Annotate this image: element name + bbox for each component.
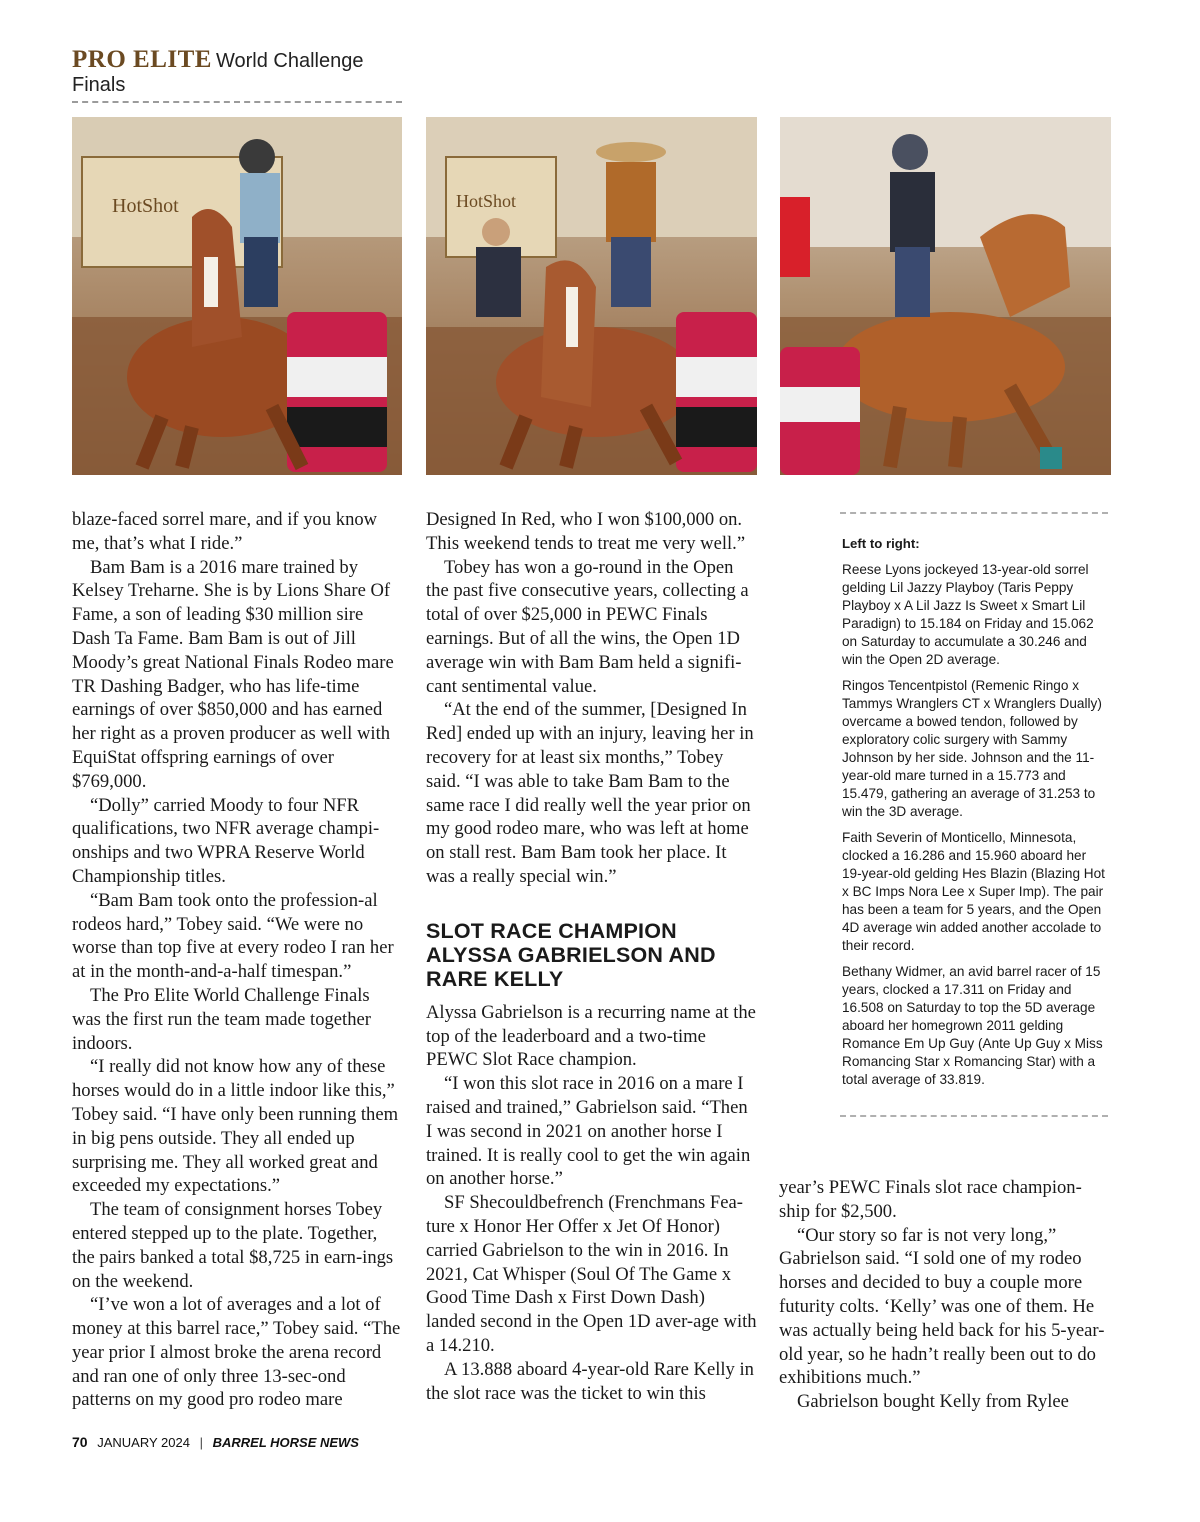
header-divider — [72, 101, 402, 103]
heading-line: RARE KELLY — [426, 966, 564, 991]
photo-rider-1 — [72, 117, 402, 475]
paragraph: SF Shecouldbefrench (Frenchmans Fea-ture x Honor Her Offer x Jet Of Honor) carried Gabrielson to the win in 2016. In 2021, Cat Whisper (Soul Of The Game x Good Time Dash x First Down Dash) landed second in the Open 1D aver-age with a 14.210. — [426, 1192, 757, 1356]
article-column-2 — [426, 508, 757, 1405]
paragraph: “I’ve won a lot of averages and a lot of money at this barrel race,” Tobey said. “The year prior I almost broke the arena record and ran one of only three 13-sec-ond patterns on my good pro rodeo mare — [72, 1294, 401, 1411]
paragraph: Alyssa Gabrielson is a recurring name at the top of the leaderboard and a two-time PEWC Slot Race champion. — [426, 1001, 756, 1071]
paragraph: blaze-faced sorrel mare, and if you know me, that’s what I ride.” — [72, 509, 378, 554]
paragraph: Bam Bam is a 2016 mare trained by Kelsey Treharne. She is by Lions Share Of Fame, a son of leading $30 million sire Dash Ta Fame. Bam Bam is out of Jill Moody’s great National Finals Rodeo mare TR Dashing Badger, who has life-time earnings of over $850,000 and has earned her right as a proven producer as well with EquiStat offspring earnings of over $769,000. — [72, 556, 394, 792]
paragraph: The team of consignment horses Tobey entered stepped up to the plate. Together, the pairs banked a total $8,725 in earn-ings on the weekend. — [72, 1199, 394, 1292]
svg-text:HotShot: HotShot — [456, 191, 517, 211]
caption-text: Reese Lyons jockeyed 13-year-old sorrel gelding Lil Jazzy Playboy (Taris Peppy Playboy x A Lil Jazz Is Sweet x Smart Lil Paradign) to 15.184 on Friday and 15.062 on Saturday to accumulate a 30.246 and win the Open 2D average. — [842, 562, 1094, 667]
heading-line: ALYSSA GABRIELSON AND — [426, 942, 716, 967]
heading-line: SLOT RACE CHAMPION — [426, 918, 677, 943]
paragraph: A 13.888 aboard 4-year-old Rare Kelly in the slot race was the ticket to win this — [426, 1358, 754, 1404]
caption-title: Left to right: — [842, 536, 920, 551]
page-header — [72, 46, 402, 103]
paragraph: “Our story so far is not very long,” Gabrielson said. “I sold one of my rodeo horses and decided to buy a couple more futurity colts. ‘Kelly’ was one of them. He was actually being held back for his 5-year-old year, so he hadn’t really been out to do exhibitions much.” — [779, 1224, 1105, 1389]
page-footer — [72, 1434, 359, 1450]
caption-text: Ringos Tencentpistol (Remenic Ringo x Tammys Wranglers CT x Wranglers Dually) overcame a bowed tendon, followed by exploratory colic surgery with Sammy Johnson by her side. Johnson and the 11-year-old mare turned in a 15.773 and 15.479, gathering an average of 31.253 to win the 3D average. — [842, 678, 1102, 819]
issue-date: JANUARY 2024 — [97, 1435, 190, 1450]
photo-caption-box — [840, 512, 1110, 1117]
paragraph: The Pro Elite World Challenge Finals was the first run the team made together indoors. — [72, 984, 371, 1054]
svg-text:HotShot: HotShot — [112, 195, 179, 217]
paragraph: Gabrielson bought Kelly from Rylee — [797, 1391, 1069, 1413]
paragraph: “I really did not know how any of these horses would do in a little indoor like this,” Tobey said. “I have only been running them in big pens outside. They all ended up surprising me. They all worked great and exceeded my expectations.” — [72, 1056, 399, 1197]
paragraph: “Bam Bam took onto the profession-al rodeos hard,” Tobey said. “We were no worse than top five at every rodeo I ran her at in the month-and-a-half timespan.” — [72, 889, 394, 983]
barrel-racing-photo-3 — [780, 117, 1111, 475]
article-column-3 — [779, 1176, 1110, 1414]
footer-divider: | — [199, 1435, 203, 1450]
paragraph: Tobey has won a go-round in the Open the past five consecutive years, collecting a total of over $25,000 in PEWC Finals earnings. But of all the wins, the Open 1D average win with Bam Bam held a signifi-cant sentimental value. — [426, 556, 749, 697]
section-heading — [426, 919, 757, 991]
paragraph: Designed In Red, who I won $100,000 on. This weekend tends to treat me very well.” — [426, 509, 746, 554]
section-title: World Challenge Finals — [72, 50, 364, 96]
barrel-racing-photo-2 — [426, 117, 757, 475]
photo-rider-2 — [426, 117, 757, 475]
barrel-racing-photo-1 — [72, 117, 402, 475]
section-brand: PRO ELITE — [72, 46, 212, 73]
article-column-1 — [72, 508, 402, 1412]
paragraph: “Dolly” carried Moody to four NFR qualifications, two NFR average champi-onships and two WPRA Reserve World Championship titles. — [72, 794, 380, 887]
caption-bottom-divider — [840, 1115, 1108, 1117]
magazine-name: BARREL HORSE NEWS — [212, 1435, 359, 1450]
caption-text: Bethany Widmer, an avid barrel racer of 15 years, clocked a 17.311 on Friday and 16.508 on Saturday to top the 5D average aboard her homegrown 2011 gelding Romance Em Up Guy (Ante Up Guy x Miss Romancing Star x Romancing Star) with a total average of 33.819. — [842, 964, 1103, 1087]
page-number: 70 — [72, 1434, 88, 1450]
paragraph: year’s PEWC Finals slot race champion-ship for $2,500. — [779, 1177, 1082, 1222]
caption-text: Faith Severin of Monticello, Minnesota, clocked a 16.286 and 15.960 aboard her 19-year-old gelding Hes Blazin (Blazing Hot x BC Imps Nora Lee x Super Imp). The pair has been a team for 5 years, and the Open 4D average win added another accolade to their record. — [842, 830, 1105, 953]
paragraph: “I won this slot race in 2016 on a mare I raised and trained,” Gabrielson said. “Then I was second in 2021 on another horse I trained. It is really cool to get the win again on another horse.” — [426, 1073, 751, 1190]
photo-rider-3 — [780, 117, 1111, 475]
paragraph: “At the end of the summer, [Designed In Red] ended up with an injury, leaving her in recovery for at least six months,” Tobey said. “I was able to take Bam Bam to the same race I did really well the year prior on my good rodeo mare, who was left at home on stall rest. Bam Bam took her place. It was a really special win.” — [426, 699, 754, 887]
